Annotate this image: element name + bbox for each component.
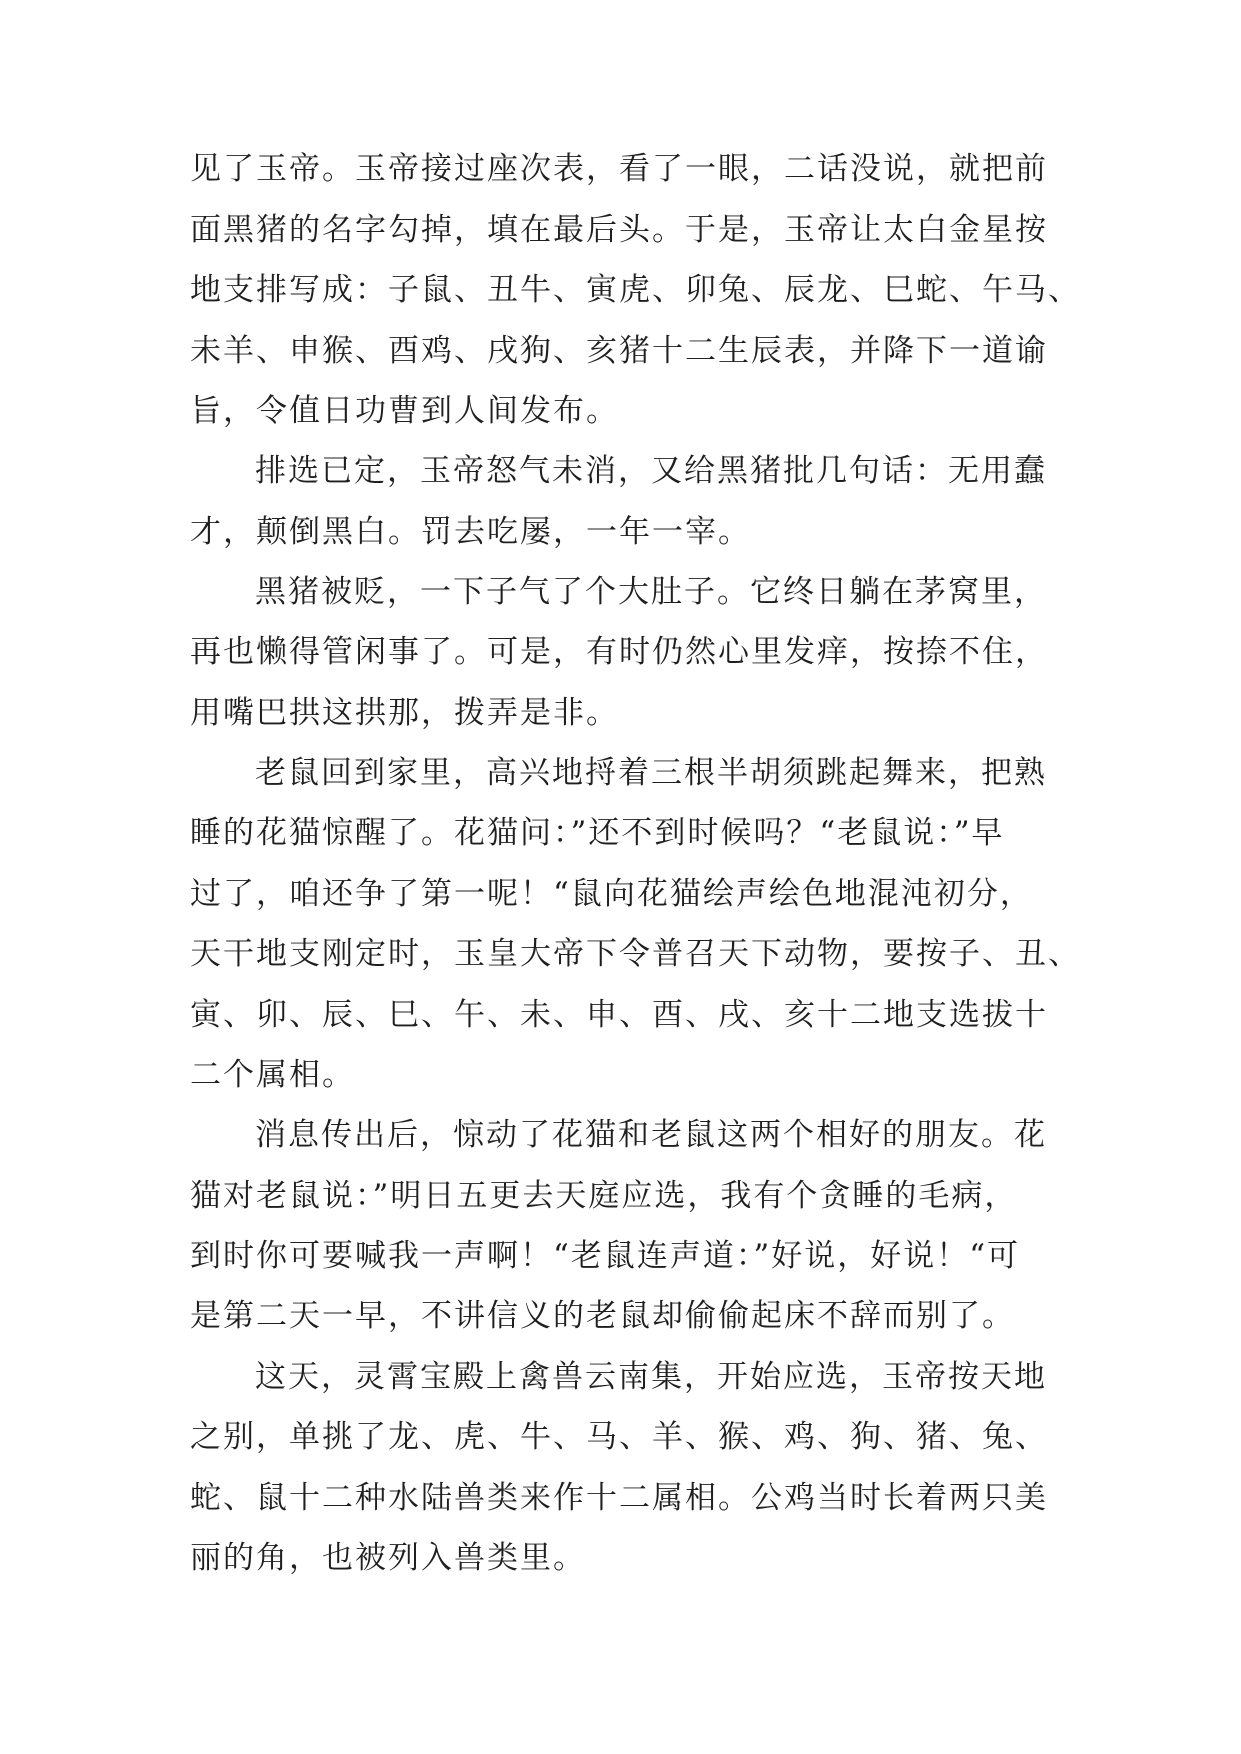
text-line: 消息传出后，惊动了花猫和老鼠这两个相好的朋友。花 [255, 1117, 1047, 1153]
text-line: 寅、卯、辰、巳、午、未、申、酉、戌、亥十二地支选拔十 [190, 997, 1048, 1033]
text-line: 猫对老鼠说：”明日五更去天庭应选，我有个贪睡的毛病， [190, 1178, 1018, 1214]
text-line: 到时你可要喊我一声啊！“老鼠连声道：”好说，好说！“可 [190, 1238, 1021, 1274]
text-line: 面黑猪的名字勾掉，填在最后头。于是，玉帝让太白金星按 [190, 212, 1048, 248]
text-line: 这天，灵霄宝殿上禽兽云南集，开始应选，玉帝按天地 [255, 1359, 1047, 1395]
text-line: 才，颠倒黑白。罚去吃屡，一年一宰。 [190, 514, 751, 550]
text-line: 地支排写成：子鼠、丑牛、寅虎、卯兔、辰龙、巳蛇、午马、 [190, 272, 1081, 308]
text-line: 二个属相。 [190, 1057, 355, 1093]
text-line: 之别，单挑了龙、虎、牛、马、羊、猴、鸡、狗、猪、兔、 [190, 1419, 1048, 1455]
text-line: 黑猪被贬，一下子气了个大肚子。它终日躺在茅窝里， [255, 574, 1047, 610]
text-line: 排选已定，玉帝怒气未消，又给黑猪批几句话：无用蠢 [255, 453, 1047, 489]
text-line: 蛇、鼠十二种水陆兽类来作十二属相。公鸡当时长着两只美 [190, 1480, 1048, 1516]
text-line: 天干地支刚定时，玉皇大帝下令普召天下动物，要按子、丑、 [190, 936, 1081, 972]
text-line: 是第二天一早，不讲信义的老鼠却偷偷起床不辞而别了。 [190, 1298, 1015, 1334]
text-line: 用嘴巴拱这拱那，拨弄是非。 [190, 695, 619, 731]
text-line: 过了，咱还争了第一呢！“鼠向花猫绘声绘色地混沌初分， [190, 876, 1033, 912]
text-line: 老鼠回到家里，高兴地捋着三根半胡须跳起舞来，把熟 [255, 755, 1047, 791]
text-line: 睡的花猫惊醒了。花猫问：”还不到时候吗？“老鼠说：”早 [190, 815, 1005, 851]
text-line: 未羊、申猴、酉鸡、戌狗、亥猪十二生辰表，并降下一道谕 [190, 333, 1048, 369]
text-line: 旨，令值日功曹到人间发布。 [190, 393, 619, 429]
text-line: 丽的角，也被列入兽类里。 [190, 1540, 586, 1576]
text-line: 再也懒得管闲事了。可是，有时仍然心里发痒，按捺不住， [190, 634, 1048, 670]
text-line: 见了玉帝。玉帝接过座次表，看了一眼，二话没说，就把前 [190, 151, 1048, 187]
